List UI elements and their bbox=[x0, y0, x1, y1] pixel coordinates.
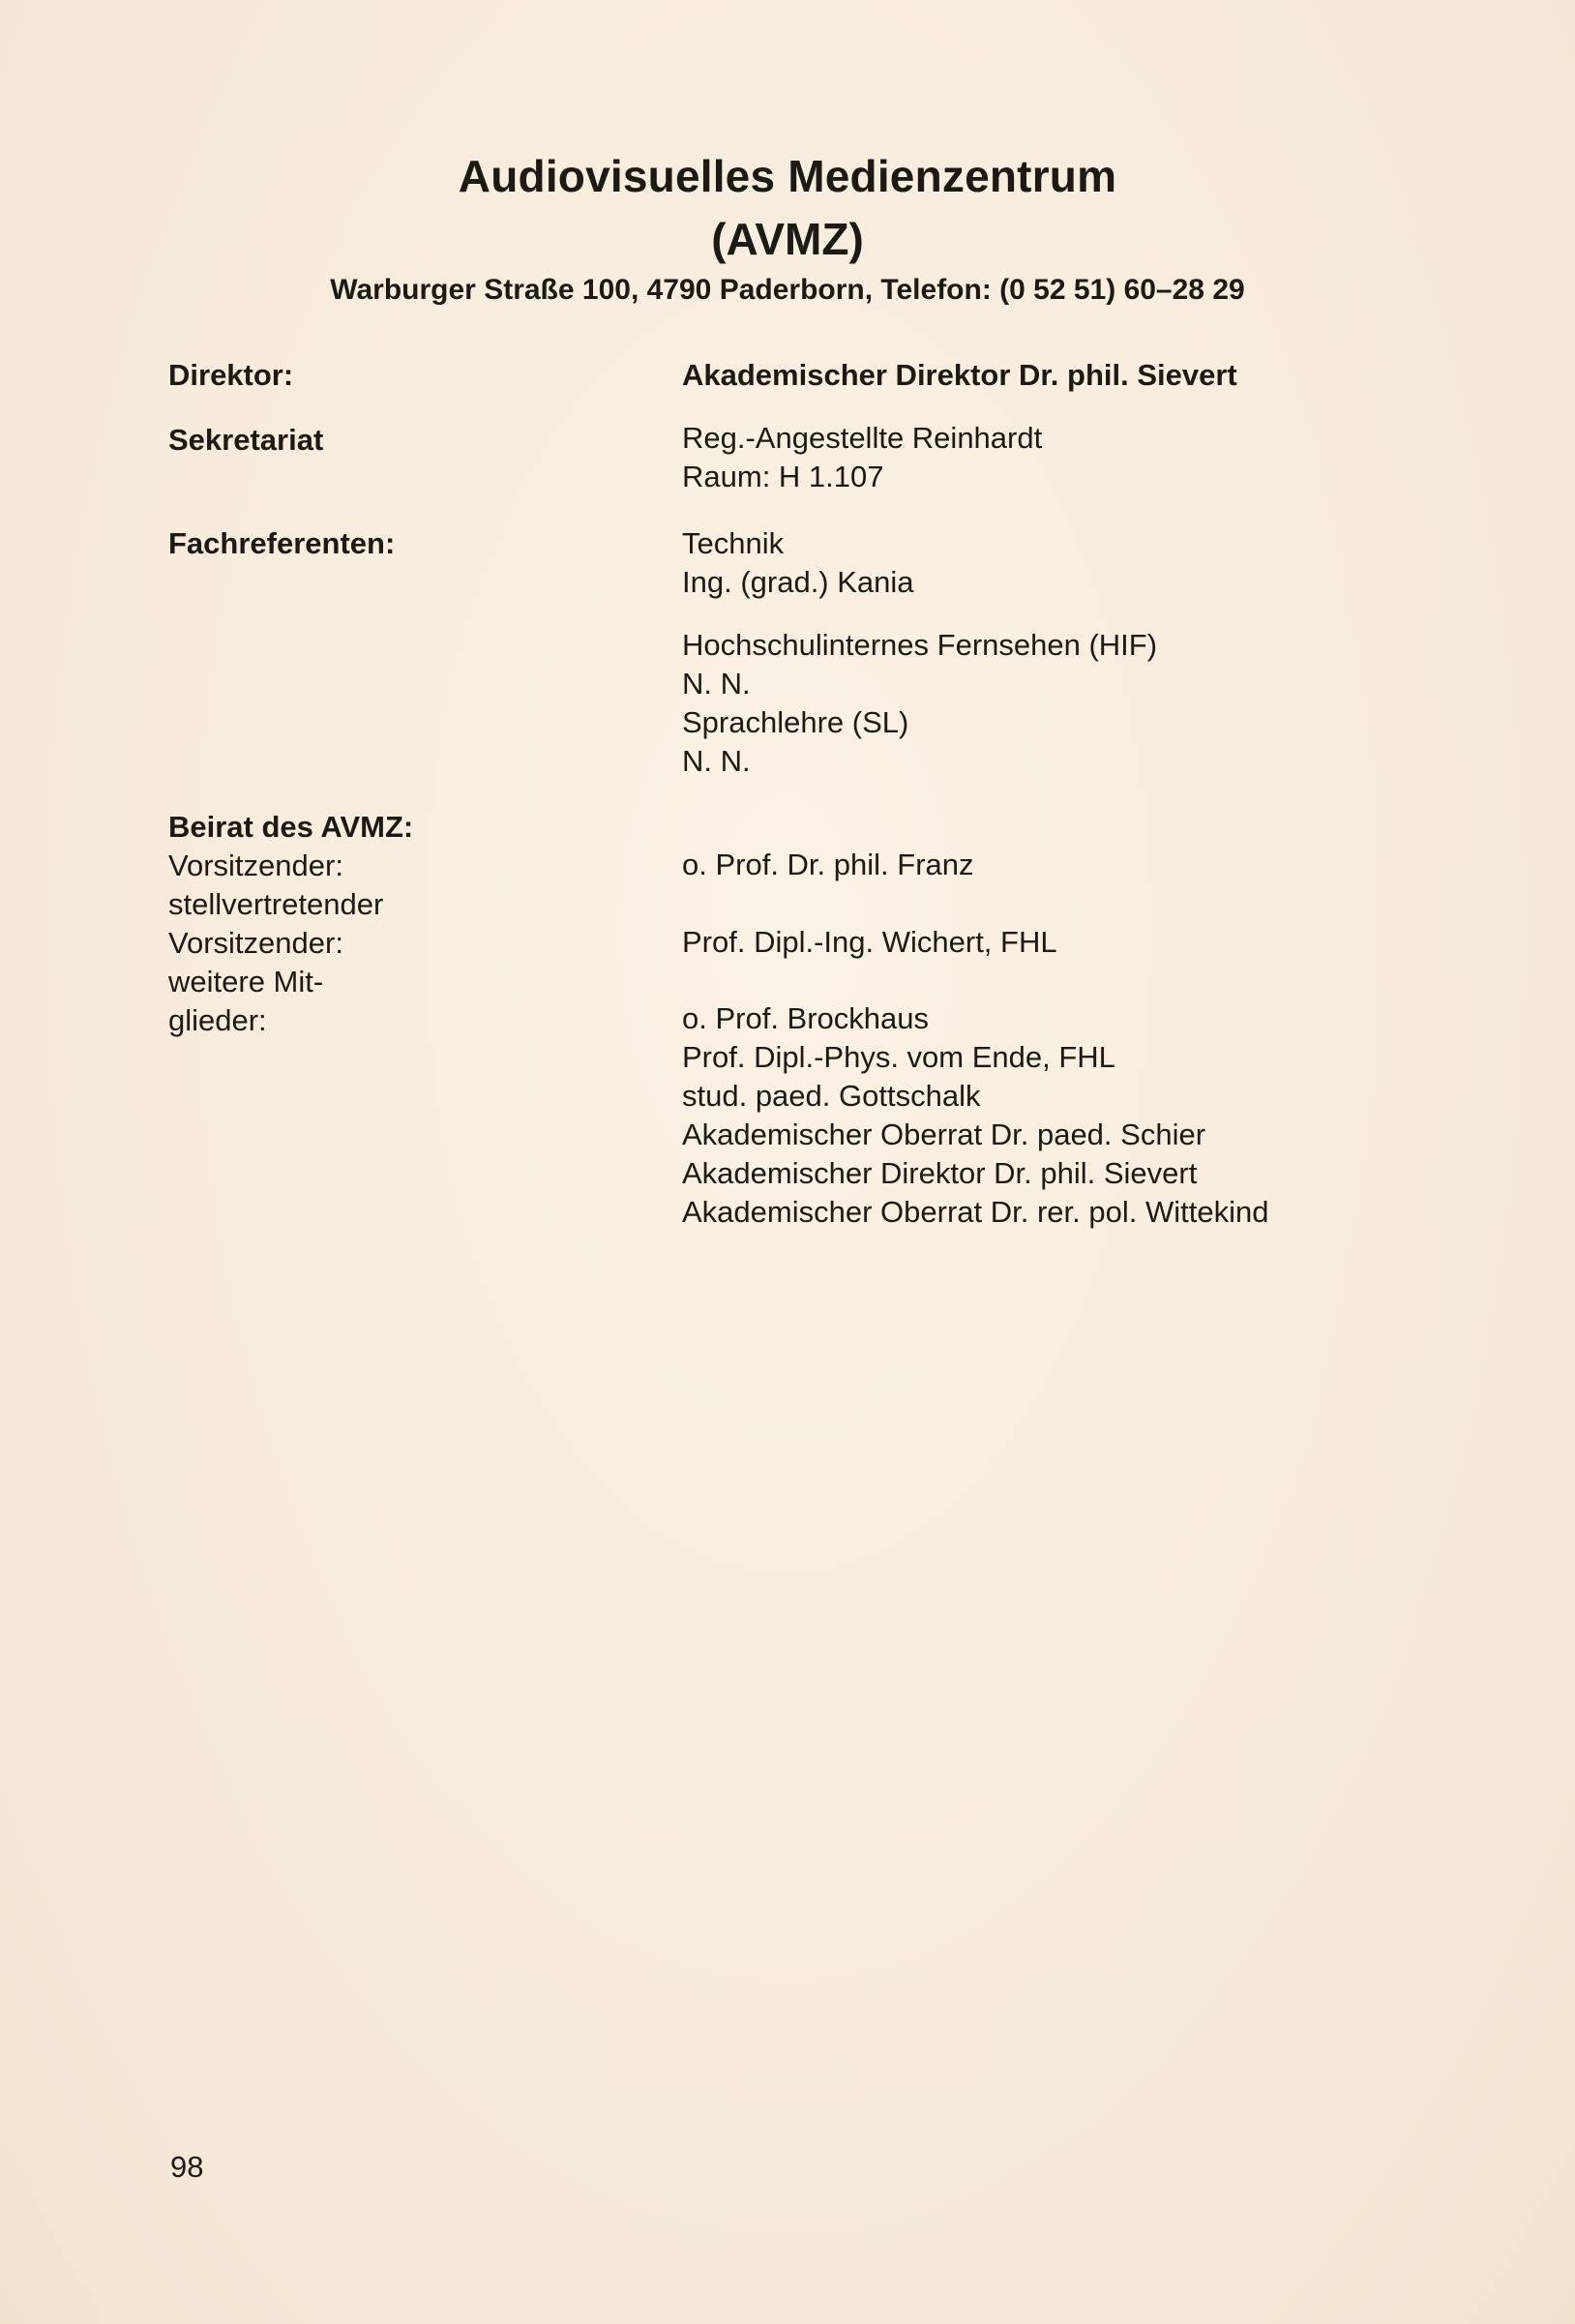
sekretariat-line: Reg.-Angestellte Reinhardt bbox=[682, 421, 1043, 455]
beirat-heading: Beirat des AVMZ: bbox=[168, 810, 414, 844]
page-number: 98 bbox=[170, 2150, 204, 2184]
fachreferent-line: Ing. (grad.) Kania bbox=[682, 565, 914, 599]
page-title-abbreviation: (AVMZ) bbox=[711, 214, 864, 264]
address-line: Warburger Straße 100, 4790 Paderborn, Telefon: (0 52 51) 60–28 29 bbox=[330, 274, 1245, 306]
sekretariat-line: Raum: H 1.107 bbox=[682, 460, 884, 493]
sekretariat-label: Sekretariat bbox=[168, 423, 324, 457]
sekretariat-value bbox=[682, 419, 1042, 496]
beirat-label-weitere: glieder: bbox=[168, 1003, 267, 1037]
list-item: o. Prof. Brockhaus bbox=[682, 1001, 930, 1035]
fachreferenten-label: Fachreferenten: bbox=[168, 526, 396, 560]
list-item: Akademischer Oberrat Dr. paed. Schier bbox=[682, 1117, 1206, 1151]
beirat-stellvertreter-value: Prof. Dipl.-Ing. Wichert, FHL bbox=[682, 925, 1057, 959]
beirat-label-weitere: weitere Mit- bbox=[168, 965, 324, 998]
page-title: Audiovisuelles Medienzentrum bbox=[458, 151, 1117, 201]
list-item: stud. paed. Gottschalk bbox=[682, 1079, 981, 1113]
beirat-label-vorsitzender: Vorsitzender: bbox=[168, 849, 343, 882]
fachreferent-line: Hochschulinternes Fernsehen (HIF) bbox=[682, 628, 1158, 662]
beirat-label-stellv: stellvertretender bbox=[168, 887, 384, 921]
beirat-vorsitzender-value: o. Prof. Dr. phil. Franz bbox=[682, 848, 974, 881]
fachreferenten-group-technik bbox=[682, 524, 914, 602]
direktor-label: Direktor: bbox=[168, 358, 294, 392]
beirat-label-stellv: Vorsitzender: bbox=[168, 926, 343, 960]
fachreferent-line: Sprachlehre (SL) bbox=[682, 705, 909, 739]
fachreferenten-group-medien bbox=[682, 626, 1157, 781]
fachreferent-line: N. N. bbox=[682, 744, 751, 778]
list-item: Prof. Dipl.-Phys. vom Ende, FHL bbox=[682, 1040, 1115, 1074]
fachreferent-line: Technik bbox=[682, 526, 785, 560]
direktor-value: Akademischer Direktor Dr. phil. Sievert bbox=[682, 358, 1237, 392]
fachreferent-line: N. N. bbox=[682, 667, 751, 700]
list-item: Akademischer Direktor Dr. phil. Sievert bbox=[682, 1156, 1198, 1190]
beirat-mitglieder-list bbox=[682, 999, 1268, 1232]
beirat-labels bbox=[168, 808, 413, 1040]
list-item: Akademischer Oberrat Dr. rer. pol. Wittekind bbox=[682, 1195, 1269, 1229]
